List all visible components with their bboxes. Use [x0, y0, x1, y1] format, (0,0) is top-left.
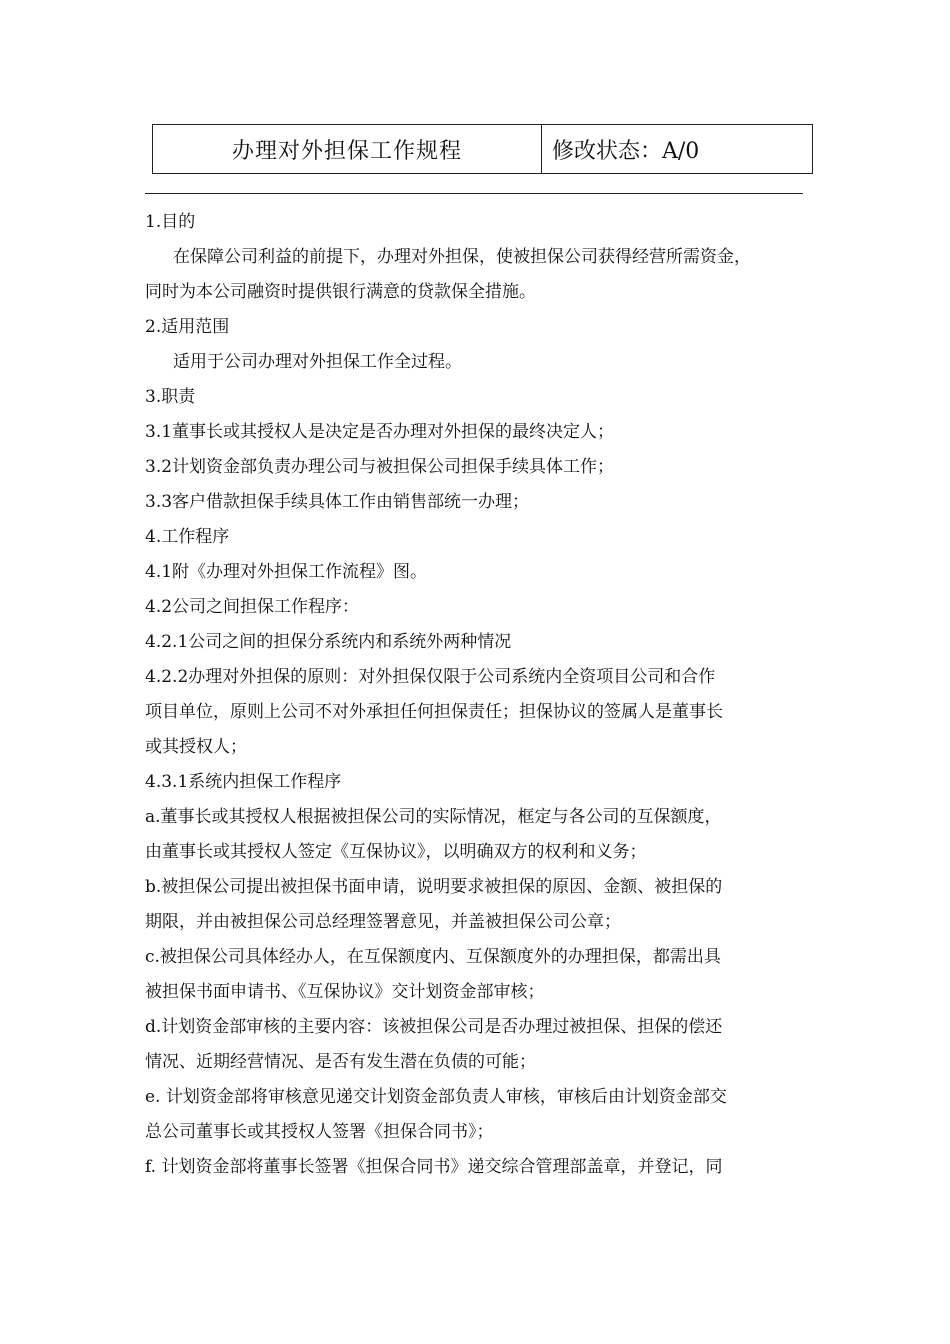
list-item-line: b.被担保公司提出被担保书面申请，说明要求被担保的原因、金额、被担保的 [145, 877, 723, 897]
clause-line: 或其授权人； [145, 737, 247, 757]
clause-line: 4.2.1公司之间的担保分系统内和系统外两种情况 [145, 632, 512, 652]
paragraph-line: 适用于公司办理对外担保工作全过程。 [173, 352, 462, 372]
clause-line: 4.1附《办理对外担保工作流程》图。 [145, 562, 428, 582]
clause-line: 3.2计划资金部负责办理公司与被担保公司担保手续具体工作； [145, 457, 615, 477]
document-body [145, 205, 810, 1185]
list-item-line: d.计划资金部审核的主要内容：该被担保公司是否办理过被担保、担保的偿还 [145, 1017, 723, 1037]
document-header-table [152, 124, 813, 174]
clause-line: 4.3.1系统内担保工作程序 [145, 772, 342, 792]
section-heading-procedure: 4.工作程序 [145, 527, 230, 547]
list-item-line: 总公司董事长或其授权人签署《担保合同书》； [145, 1122, 494, 1142]
paragraph-line: 在保障公司利益的前提下，办理对外担保，使被担保公司获得经营所需资金， [173, 247, 751, 267]
section-heading-scope: 2.适用范围 [145, 317, 230, 337]
clause-line: 4.2公司之间担保工作程序： [145, 597, 360, 617]
list-item-line: e. 计划资金部将审核意见递交计划资金部负责人审核，审核后由计划资金部交 [145, 1087, 727, 1107]
clause-line: 3.1董事长或其授权人是决定是否办理对外担保的最终决定人； [145, 422, 615, 442]
list-item-line: 期限，并由被担保公司总经理签署意见，并盖被担保公司公章； [145, 912, 621, 932]
clause-line: 项目单位，原则上公司不对外承担任何担保责任；担保协议的签属人是董事长 [145, 702, 723, 722]
list-item-line: 被担保书面申请书、《互保协议》交计划资金部审核； [145, 982, 545, 1002]
paragraph-line: 同时为本公司融资时提供银行满意的贷款保全措施。 [145, 282, 536, 302]
document-title: 办理对外担保工作规程 [153, 125, 542, 173]
revision-status: 修改状态：A/0 [552, 138, 700, 164]
list-item-line: f. 计划资金部将董事长签署《担保合同书》递交综合管理部盖章，并登记，同 [145, 1157, 723, 1177]
section-heading-duties: 3.职责 [145, 387, 196, 407]
clause-line: 3.3客户借款担保手续具体工作由销售部统一办理； [145, 492, 530, 512]
list-item-line: a.董事长或其授权人根据被担保公司的实际情况，框定与各公司的互保额度， [145, 807, 722, 827]
section-heading-purpose: 1.目的 [145, 212, 196, 232]
list-item-line: c.被担保公司具体经办人，在互保额度内、互保额度外的办理担保，都需出具 [145, 947, 721, 967]
list-item-line: 由董事长或其授权人签定《互保协议》，以明确双方的权利和义务； [145, 842, 647, 862]
list-item-line: 情况、近期经营情况、是否有发生潜在负债的可能； [145, 1052, 536, 1072]
clause-line: 4.2.2办理对外担保的原则：对外担保仅限于公司系统内全资项目公司和合作 [145, 667, 716, 687]
header-divider [145, 193, 803, 194]
